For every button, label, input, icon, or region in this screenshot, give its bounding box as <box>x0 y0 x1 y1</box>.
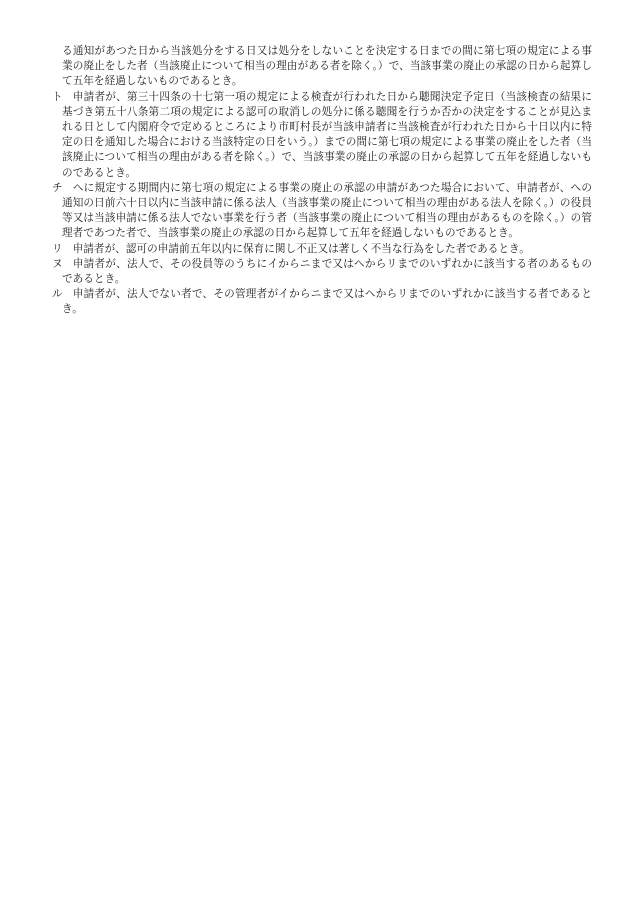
item-text: 申請者が、法人でない者で、その管理者がイからニまで又はヘからリまでのいずれかに該当する者であるとき。 <box>62 288 592 316</box>
item-marker: ヌ <box>52 257 63 270</box>
item-text: 申請者が、法人で、その役員等のうちにイからニまで又はヘからリまでのいずれかに該当する者のあるものであるとき。 <box>62 257 592 286</box>
list-item-ru <box>52 287 592 317</box>
list-item-chi <box>52 181 592 242</box>
item-marker: ル <box>52 288 63 301</box>
list-item-ri <box>52 242 592 257</box>
item-marker: ト <box>52 90 63 103</box>
list-item-nu <box>52 257 592 287</box>
legal-text-body <box>52 44 592 318</box>
item-text: 申請者が、認可の申請前五年以内に保育に関し不正又は著しく不当な行為をした者であるとき。 <box>62 242 530 255</box>
item-marker: リ <box>52 242 63 255</box>
item-text: ヘに規定する期間内に第七項の規定による事業の廃止の承認の申請があつた場合において、申請者が、への通知の日前六十日以内に当該申請に係る法人（当該事業の廃止について相当の理由がある法人を除く。）の役員等又は当該申請に係る法人でない事業を行う者（当該事業の廃止について相当の理由があるものを除く。）の管理者であつた者で、当該事業の廃止の承認の日から起算して五年を経過しないものであるとき。 <box>62 181 592 240</box>
item-text: 申請者が、第三十四条の十七第一項の規定による検査が行われた日から聴聞決定予定日（当該検査の結果に基づき第五十八条第二項の規定による認可の取消しの処分に係る聴聞を行うか否かの決定をすることが見込まれる日として内閣府令で定めるところにより市町村長が当該申請者に当該検査が行われた日から十日以内に特定の日を通知した場合における当該特定の日をいう。）までの間に第七項の規定による事業の廃止をした者（当該廃止について相当の理由がある者を除く。）で、当該事業の廃止の承認の日から起算して五年を経過しないものであるとき。 <box>62 90 592 179</box>
list-item-to <box>52 90 592 181</box>
continuation-paragraph <box>52 44 592 90</box>
item-marker: チ <box>52 181 63 194</box>
paragraph-text: る通知があつた日から当該処分をする日又は処分をしないことを決定する日までの間に第七項の規定による事業の廃止をした者（当該廃止について相当の理由がある者を除く。）で、当該事業の廃止の承認の日から起算して五年を経過しないものであるとき。 <box>62 45 592 88</box>
